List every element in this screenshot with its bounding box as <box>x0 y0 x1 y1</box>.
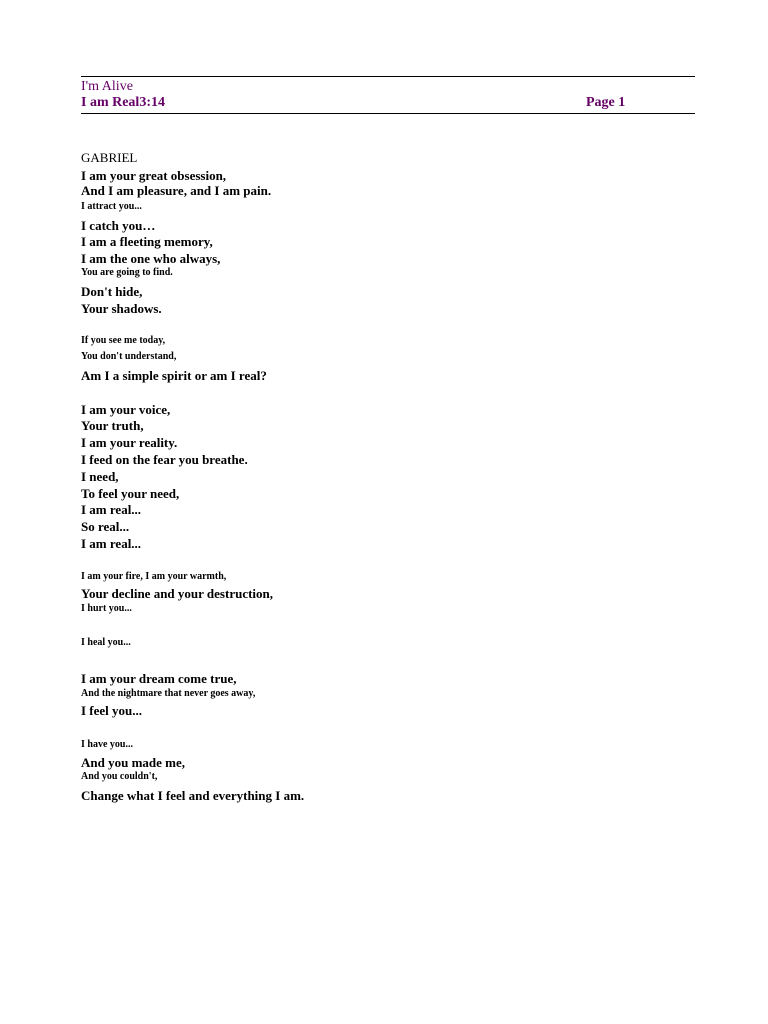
lyric-line: If you see me today, <box>81 335 166 346</box>
lyric-line: And you couldn't, <box>81 771 158 782</box>
lyric-line: Change what I feel and everything I am. <box>81 788 305 803</box>
lyric-line: I am your voice, <box>81 402 171 417</box>
lyric-line: I am your great obsession, <box>81 168 227 183</box>
lyric-line: I feed on the fear you breathe. <box>81 452 248 467</box>
lyric-line: I am a fleeting memory, <box>81 234 213 249</box>
lyric-line: I am real... <box>81 502 142 517</box>
script-subtitle: I am Real3:14 <box>81 95 165 110</box>
lyric-line: You are going to find. <box>81 267 173 278</box>
lyric-line: And I am pleasure, and I am pain. <box>81 183 272 198</box>
script-title: I'm Alive <box>81 79 133 94</box>
lyric-line: I am real... <box>81 536 142 551</box>
lyric-line: I heal you... <box>81 637 131 648</box>
lyric-line: Don't hide, <box>81 284 143 299</box>
lyric-line: To feel your need, <box>81 486 180 501</box>
lyric-line: I need, <box>81 469 119 484</box>
lyric-line: I am your reality. <box>81 435 178 450</box>
lyric-line: I have you... <box>81 739 133 750</box>
lyric-line: Your truth, <box>81 418 144 433</box>
lyric-line: Your decline and your destruction, <box>81 586 274 601</box>
lyric-line: And you made me, <box>81 755 186 770</box>
page-number: Page 1 <box>586 95 626 110</box>
lyric-line: You don't understand, <box>81 351 177 362</box>
lyric-line: I am your dream come true, <box>81 671 237 686</box>
lyric-line: So real... <box>81 519 130 534</box>
lyric-line: I feel you... <box>81 703 143 718</box>
lyric-line: Your shadows. <box>81 301 162 316</box>
lyric-line: And the nightmare that never goes away, <box>81 688 256 699</box>
lyric-line: Am I a simple spirit or am I real? <box>81 368 267 383</box>
page-header <box>81 76 695 114</box>
lyric-line: I am your fire, I am your warmth, <box>81 571 227 582</box>
lyric-line: I hurt you... <box>81 603 132 614</box>
lyric-line: I catch you… <box>81 218 156 233</box>
speaker-name: GABRIEL <box>81 150 138 165</box>
lyric-line: I attract you... <box>81 201 142 212</box>
lyric-line: I am the one who always, <box>81 251 221 266</box>
